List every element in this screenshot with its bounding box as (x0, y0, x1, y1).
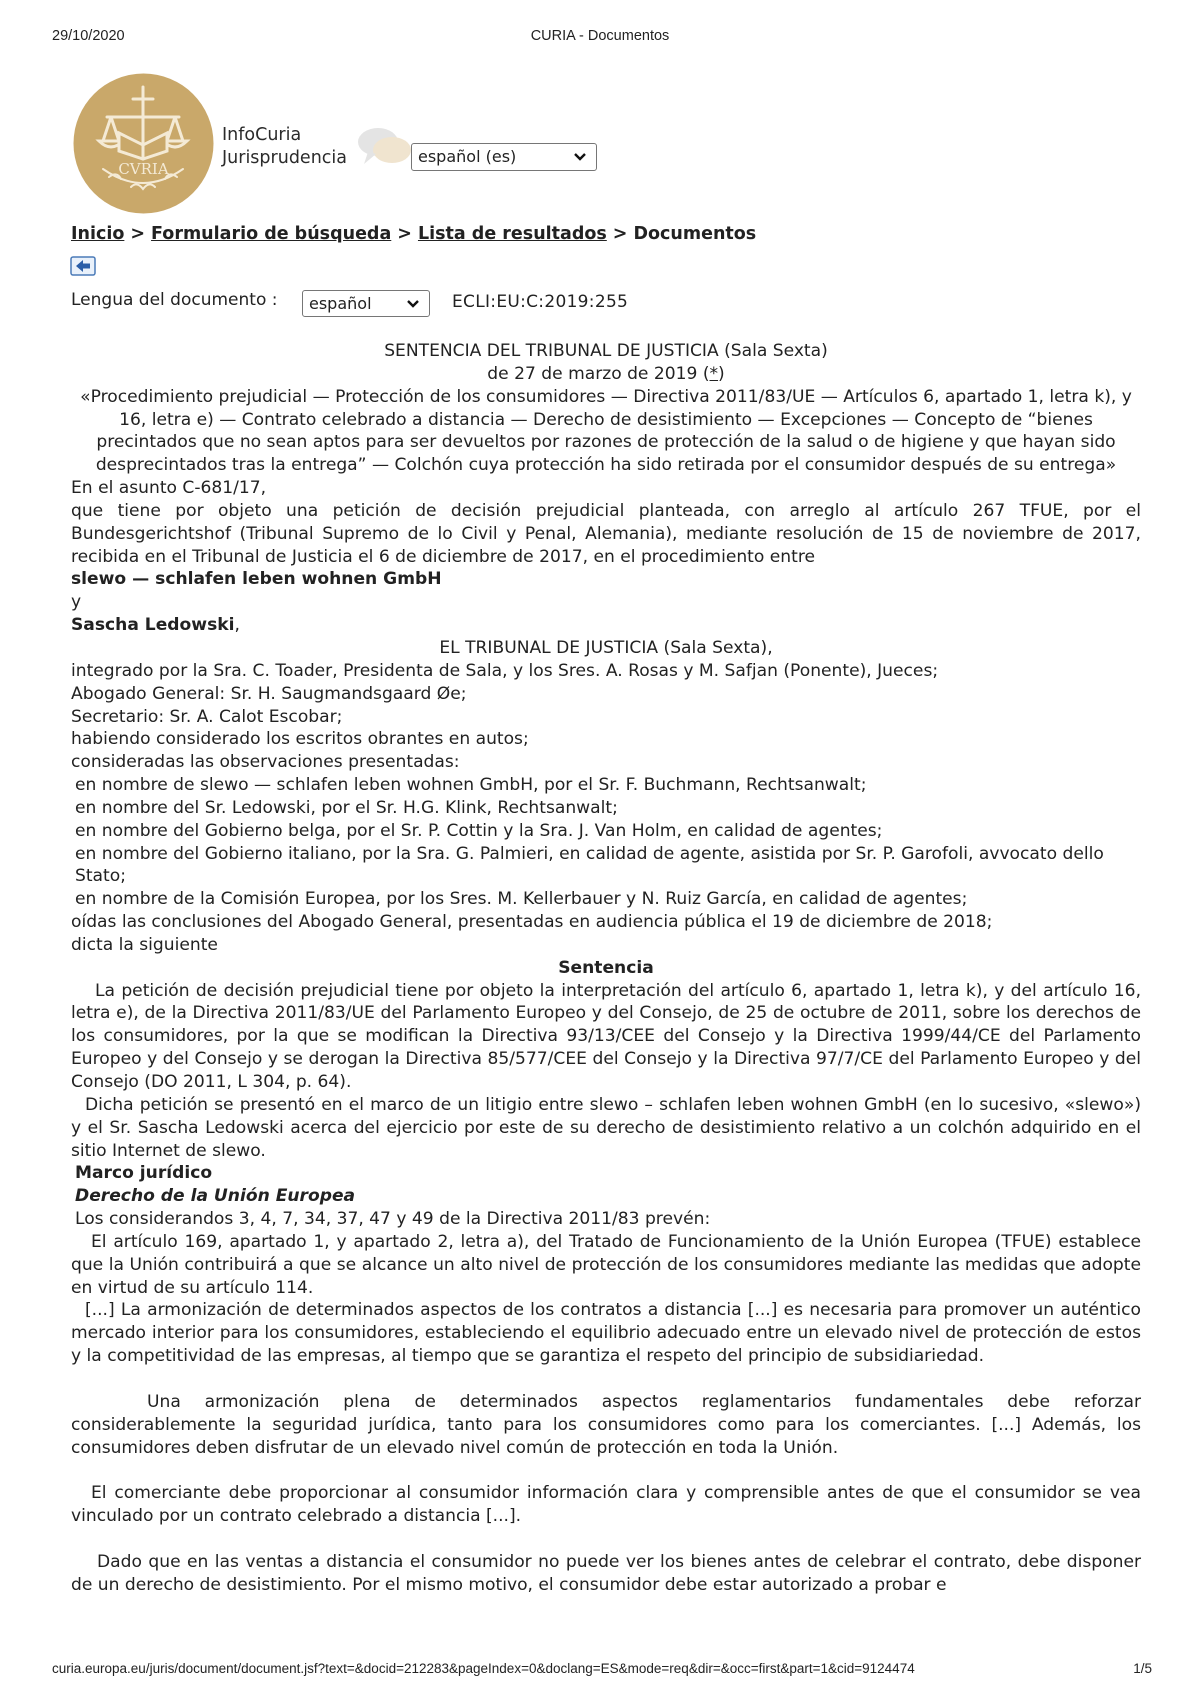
recital-37: Dado que en las ventas a distancia el consumidor no puede ver los bienes antes de celebrar el contrato, debe disponer de un derecho de desistimiento. Por el mismo motivo, el consumidor debe estar autorizado a probar e (71, 1551, 1141, 1595)
speech-bubbles-icon (356, 124, 412, 168)
recital-4: [...] La armonización de determinados aspectos de los contratos a distancia [...] es necesaria para promover un auténtico mercado interior para los consumidores, estableciendo el equilibrio adecuado entre un elevado nivel de protección de estos y la competitividad de las empresas, al tiempo que se garantiza el respeto del principio de subsidiariedad. (71, 1300, 1141, 1367)
back-arrow-icon[interactable] (70, 253, 96, 279)
observation-item: en nombre del Sr. Ledowski, por el Sr. H.G. Klink, Rechtsanwalt; (75, 797, 618, 818)
judgment-date-text: de 27 de marzo de 2019 ( (487, 363, 710, 384)
judgment-title: SENTENCIA DEL TRIBUNAL DE JUSTICIA (Sala Sexta) (384, 341, 828, 361)
judgment-document (71, 340, 1141, 1596)
logo-text: CVRIA (118, 160, 169, 178)
court-heading: EL TRIBUNAL DE JUSTICIA (Sala Sexta), (439, 637, 773, 658)
print-header (0, 28, 1200, 48)
dicta-line: dicta la siguiente (71, 934, 218, 955)
chevron-down-icon (405, 296, 421, 312)
eu-law-heading: Derecho de la Unión Europea (75, 1186, 356, 1207)
document-language-value: español (309, 294, 372, 313)
breadcrumb-current: Documentos (633, 224, 757, 244)
observation-item: en nombre de la Comisión Europea, por los Sres. M. Kellerbauer y N. Ruiz García, en calidad de agentes; (75, 889, 968, 910)
brand-line-infocuria: InfoCuria (222, 125, 302, 145)
judgment-keywords: «Procedimiento prejudicial — Protección de los consumidores — Directiva 2011/83/UE — Artículos 6, apartado 1, letra k), y 16, letra e) — Contrato celebrado a distancia — Derecho de desistimiento — Excepciones — Concepto de “bienes precintados que no sean aptos para ser devueltos por razones de protección de la salud o de higiene y que hayan sido desprecintados tras la entrega” — Colchón cuya protección ha sido retirada por el consumidor después de su entrega» (80, 386, 1132, 476)
print-title: CURIA - Documentos (530, 28, 670, 44)
party-defendant-line (71, 614, 1141, 637)
judgment-date (71, 363, 1141, 386)
judgment-heading: Sentencia (558, 957, 654, 978)
document-language-label: Lengua del documento : (71, 290, 278, 310)
recital-7: Una armonización plena de determinados aspectos reglamentarios fundamentales debe reforzar considerablemente la seguridad jurídica, tanto para los consumidores como para los comerciantes. [...] Además, los consumidores deben disfrutar de un elevado nivel común de protección en toda la Unión. (71, 1391, 1141, 1458)
case-object: que tiene por objeto una petición de decisión prejudicial planteada, con arreglo al artículo 267 TFUE, por el Bundesgerichtshof (Tribunal Supremo de lo Civil y Penal, Alemania), mediante resolución de 15 de noviembre de 2017, recibida en el Tribunal de Justicia el 6 de diciembre de 2017, en el procedimiento entre (71, 500, 1141, 567)
party-conjunction: y (71, 592, 82, 613)
recital-3: El artículo 169, apartado 1, y apartado 2, letra a), del Tratado de Funcionamiento de la Unión Europea (TFUE) establece que la Unión contribuirá a que se alcance un alto nivel de protección de los consumidores mediante las medidas que adopte en virtud de su artículo 114. (71, 1231, 1141, 1298)
judgment-date-close: ) (718, 363, 725, 384)
breadcrumb-separator: > (397, 224, 412, 244)
footnote-link[interactable]: * (709, 363, 719, 384)
brand-title (222, 124, 347, 170)
paragraph-1: La petición de decisión prejudicial tiene por objeto la interpretación del artículo 6, apartado 1, letra k), y del artículo 16, letra e), de la Directiva 2011/83/UE del Parlamento Europeo y del Consejo, de 25 de octubre de 2011, sobre los derechos de los consumidores, por la que se modifican la Directiva 93/13/CEE del Consejo y la Directiva 1999/44/CE del Parlamento Europeo y del Consejo y se derogan la Directiva 85/577/CEE del Consejo y la Directiva 97/7/CE del Parlamento Europeo y del Consejo (DO 2011, L 304, p. 64). (71, 980, 1141, 1092)
breadcrumb-lista[interactable]: Lista de resultados (417, 224, 607, 244)
chevron-down-icon (572, 149, 588, 165)
breadcrumb-separator: > (130, 224, 146, 244)
document-language-select[interactable] (302, 290, 430, 317)
written-procedure: habiendo considerado los escritos obrantes en autos; (71, 729, 529, 750)
party-applicant: slewo — schlafen leben wohnen GmbH (71, 569, 442, 590)
breadcrumb-inicio[interactable]: Inicio (71, 224, 125, 244)
observations-intro: consideradas las observaciones presentadas: (71, 752, 460, 773)
observation-item: en nombre de slewo — schlafen leben wohnen GmbH, por el Sr. F. Buchmann, Rechtsanwalt; (75, 775, 867, 796)
ecli-identifier: ECLI:EU:C:2019:255 (452, 292, 629, 312)
court-composition: integrado por la Sra. C. Toader, Presidenta de Sala, y los Sres. A. Rosas y M. Safjan (Ponente), Jueces; (71, 660, 939, 681)
interface-language-value: español (es) (418, 147, 517, 166)
case-number: En el asunto C-681/17, (71, 478, 267, 499)
breadcrumb-formulario[interactable]: Formulario de búsqueda (151, 224, 392, 244)
advocate-opinion: oídas las conclusiones del Abogado General, presentadas en audiencia pública el 19 de diciembre de 2018; (71, 912, 993, 933)
recitals-intro: Los considerandos 3, 4, 7, 34, 37, 47 y 49 de la Directiva 2011/83 prevén: (75, 1209, 711, 1230)
advocate-general: Abogado General: Sr. H. Saugmandsgaard Øe; (71, 683, 467, 704)
print-date: 29/10/2020 (52, 28, 125, 44)
observation-item: en nombre del Gobierno belga, por el Sr. P. Cottin y la Sra. J. Van Holm, en calidad de agentes; (75, 820, 883, 841)
observation-item: en nombre del Gobierno italiano, por la Sra. G. Palmieri, en calidad de agente, asistida por Sr. P. Garofoli, avvocato dello Stato; (75, 843, 1104, 887)
party-defendant: Sascha Ledowski (71, 615, 235, 636)
interface-language-select[interactable] (411, 143, 597, 171)
print-footer (0, 1661, 1200, 1681)
print-url: curia.europa.eu/juris/document/document.jsf?text=&docid=212283&pageIndex=0&doclang=ES&mode=req&dir=&occ=first&part=1&cid=9124474 (52, 1661, 915, 1676)
registrar: Secretario: Sr. A. Calot Escobar; (71, 706, 343, 727)
curia-logo[interactable] (73, 73, 214, 214)
paragraph-2: Dicha petición se presentó en el marco de un litigio entre slewo – schlafen leben wohnen GmbH (en lo sucesivo, «slewo») y el Sr. Sascha Ledowski acerca del ejercicio por este de su derecho de desistimiento relativo a un colchón adquirido en el sitio Internet de slewo. (71, 1094, 1141, 1161)
breadcrumb (71, 224, 756, 244)
brand-line-jurisprudencia: Jurisprudencia (222, 148, 347, 168)
print-page-number: 1/5 (1133, 1661, 1152, 1676)
party-defendant-suffix: , (234, 615, 240, 636)
breadcrumb-separator: > (612, 224, 628, 244)
legal-framework-heading: Marco jurídico (75, 1163, 213, 1184)
recital-34: El comerciante debe proporcionar al consumidor información clara y comprensible antes de que el consumidor se vea vinculado por un contrato celebrado a distancia [...]. (71, 1483, 1141, 1527)
